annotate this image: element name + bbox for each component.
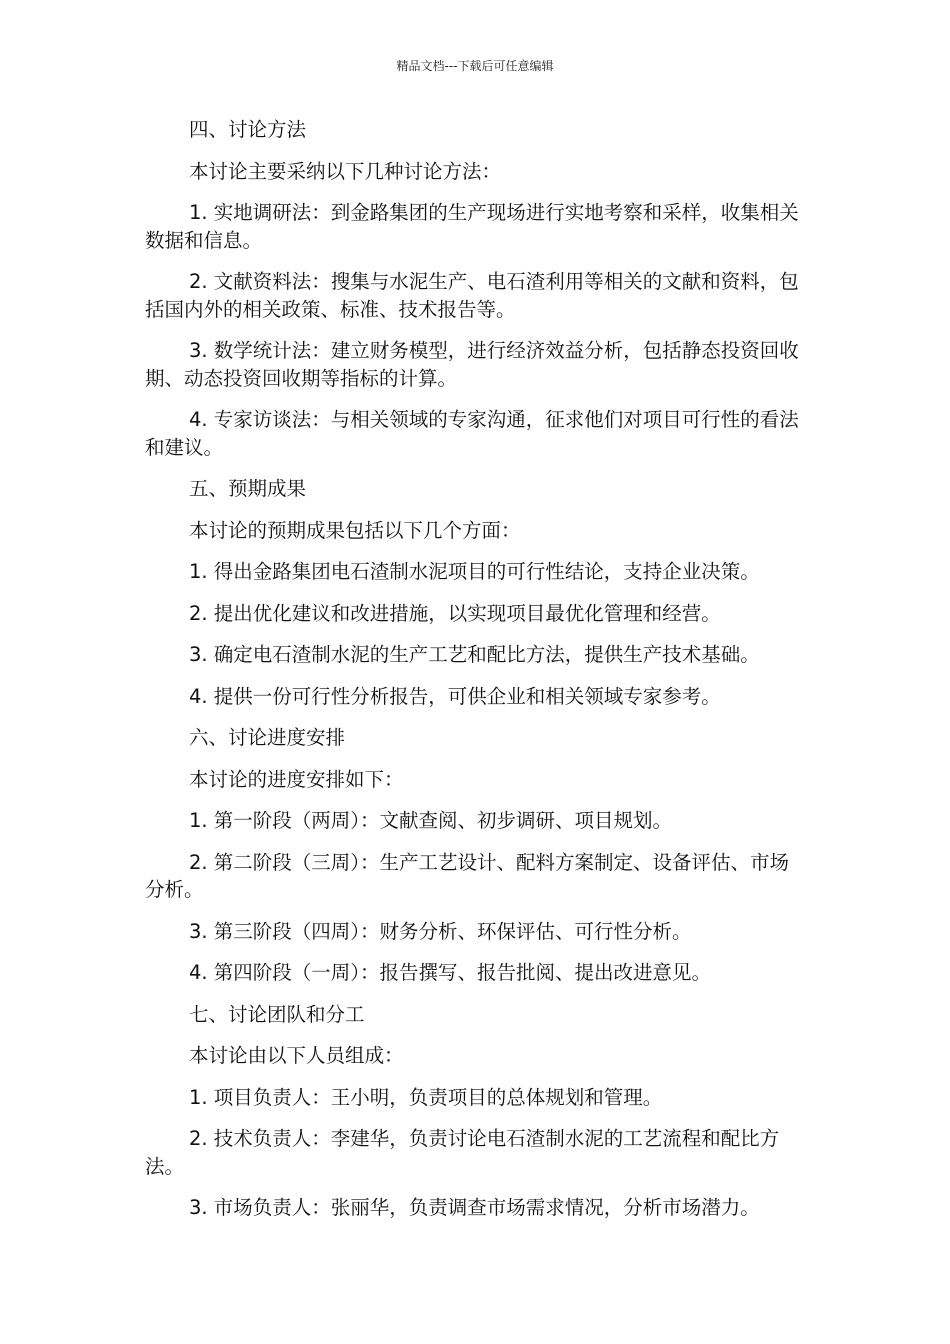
list-item: 4. 第四阶段（一周）：报告撰写、报告批阅、提出改进意见。 (189, 961, 712, 984)
list-item: 4. 专家访谈法：与相关领域的专家沟通，征求他们对项目可行性的看法和建议。 (145, 408, 799, 459)
list-item: 2. 文献资料法：搜集与水泥生产、电石渣利用等相关的文献和资料，包括国内外的相关政策、标准、技术报告等。 (145, 270, 799, 321)
list-item: 3. 数学统计法：建立财务模型，进行经济效益分析，包括静态投资回收期、动态投资回收期等指标的计算。 (145, 339, 799, 390)
list-item: 1. 得出金路集团电石渣制水泥项目的可行性结论，支持企业决策。 (189, 560, 760, 583)
paragraph: 本讨论由以下人员组成： (189, 1044, 404, 1067)
section-heading: 七、讨论团队和分工 (189, 1002, 365, 1026)
list-item: 1. 实地调研法：到金路集团的生产现场进行实地考察和采样，收集相关数据和信息。 (145, 201, 799, 252)
section-heading: 四、讨论方法 (189, 118, 307, 141)
list-item: 4. 提供一份可行性分析报告，可供企业和相关领域专家参考。 (189, 684, 721, 708)
list-item: 1. 第一阶段（两周）：文献查阅、初步调研、项目规划。 (189, 809, 673, 832)
paragraph: 本讨论的进度安排如下： (189, 767, 404, 791)
list-item: 3. 市场负责人：张丽华，负责调查市场需求情况，分析市场潜力。 (189, 1196, 760, 1219)
paragraph: 本讨论主要采纳以下几种讨论方法： (189, 159, 502, 183)
document-body (145, 116, 807, 1236)
list-item: 3. 第三阶段（四周）：财务分析、环保评估、可行性分析。 (189, 919, 692, 943)
paragraph: 本讨论的预期成果包括以下几个方面： (189, 518, 521, 542)
section-heading: 五、预期成果 (189, 477, 307, 500)
list-item: 2. 技术负责人：李建华，负责讨论电石渣制水泥的工艺流程和配比方法。 (145, 1127, 780, 1178)
list-item: 1. 项目负责人：王小明，负责项目的总体规划和管理。 (189, 1085, 663, 1109)
list-item: 2. 第二阶段（三周）：生产工艺设计、配料方案制定、设备评估、市场分析。 (145, 850, 790, 901)
page-header: 精品文档---下载后可任意编辑 (396, 59, 554, 73)
list-item: 3. 确定电石渣制水泥的生产工艺和配比方法，提供生产技术基础。 (189, 643, 760, 666)
list-item: 2. 提出优化建议和改进措施，以实现项目最优化管理和经营。 (189, 601, 721, 625)
section-heading: 六、讨论进度安排 (189, 726, 346, 749)
